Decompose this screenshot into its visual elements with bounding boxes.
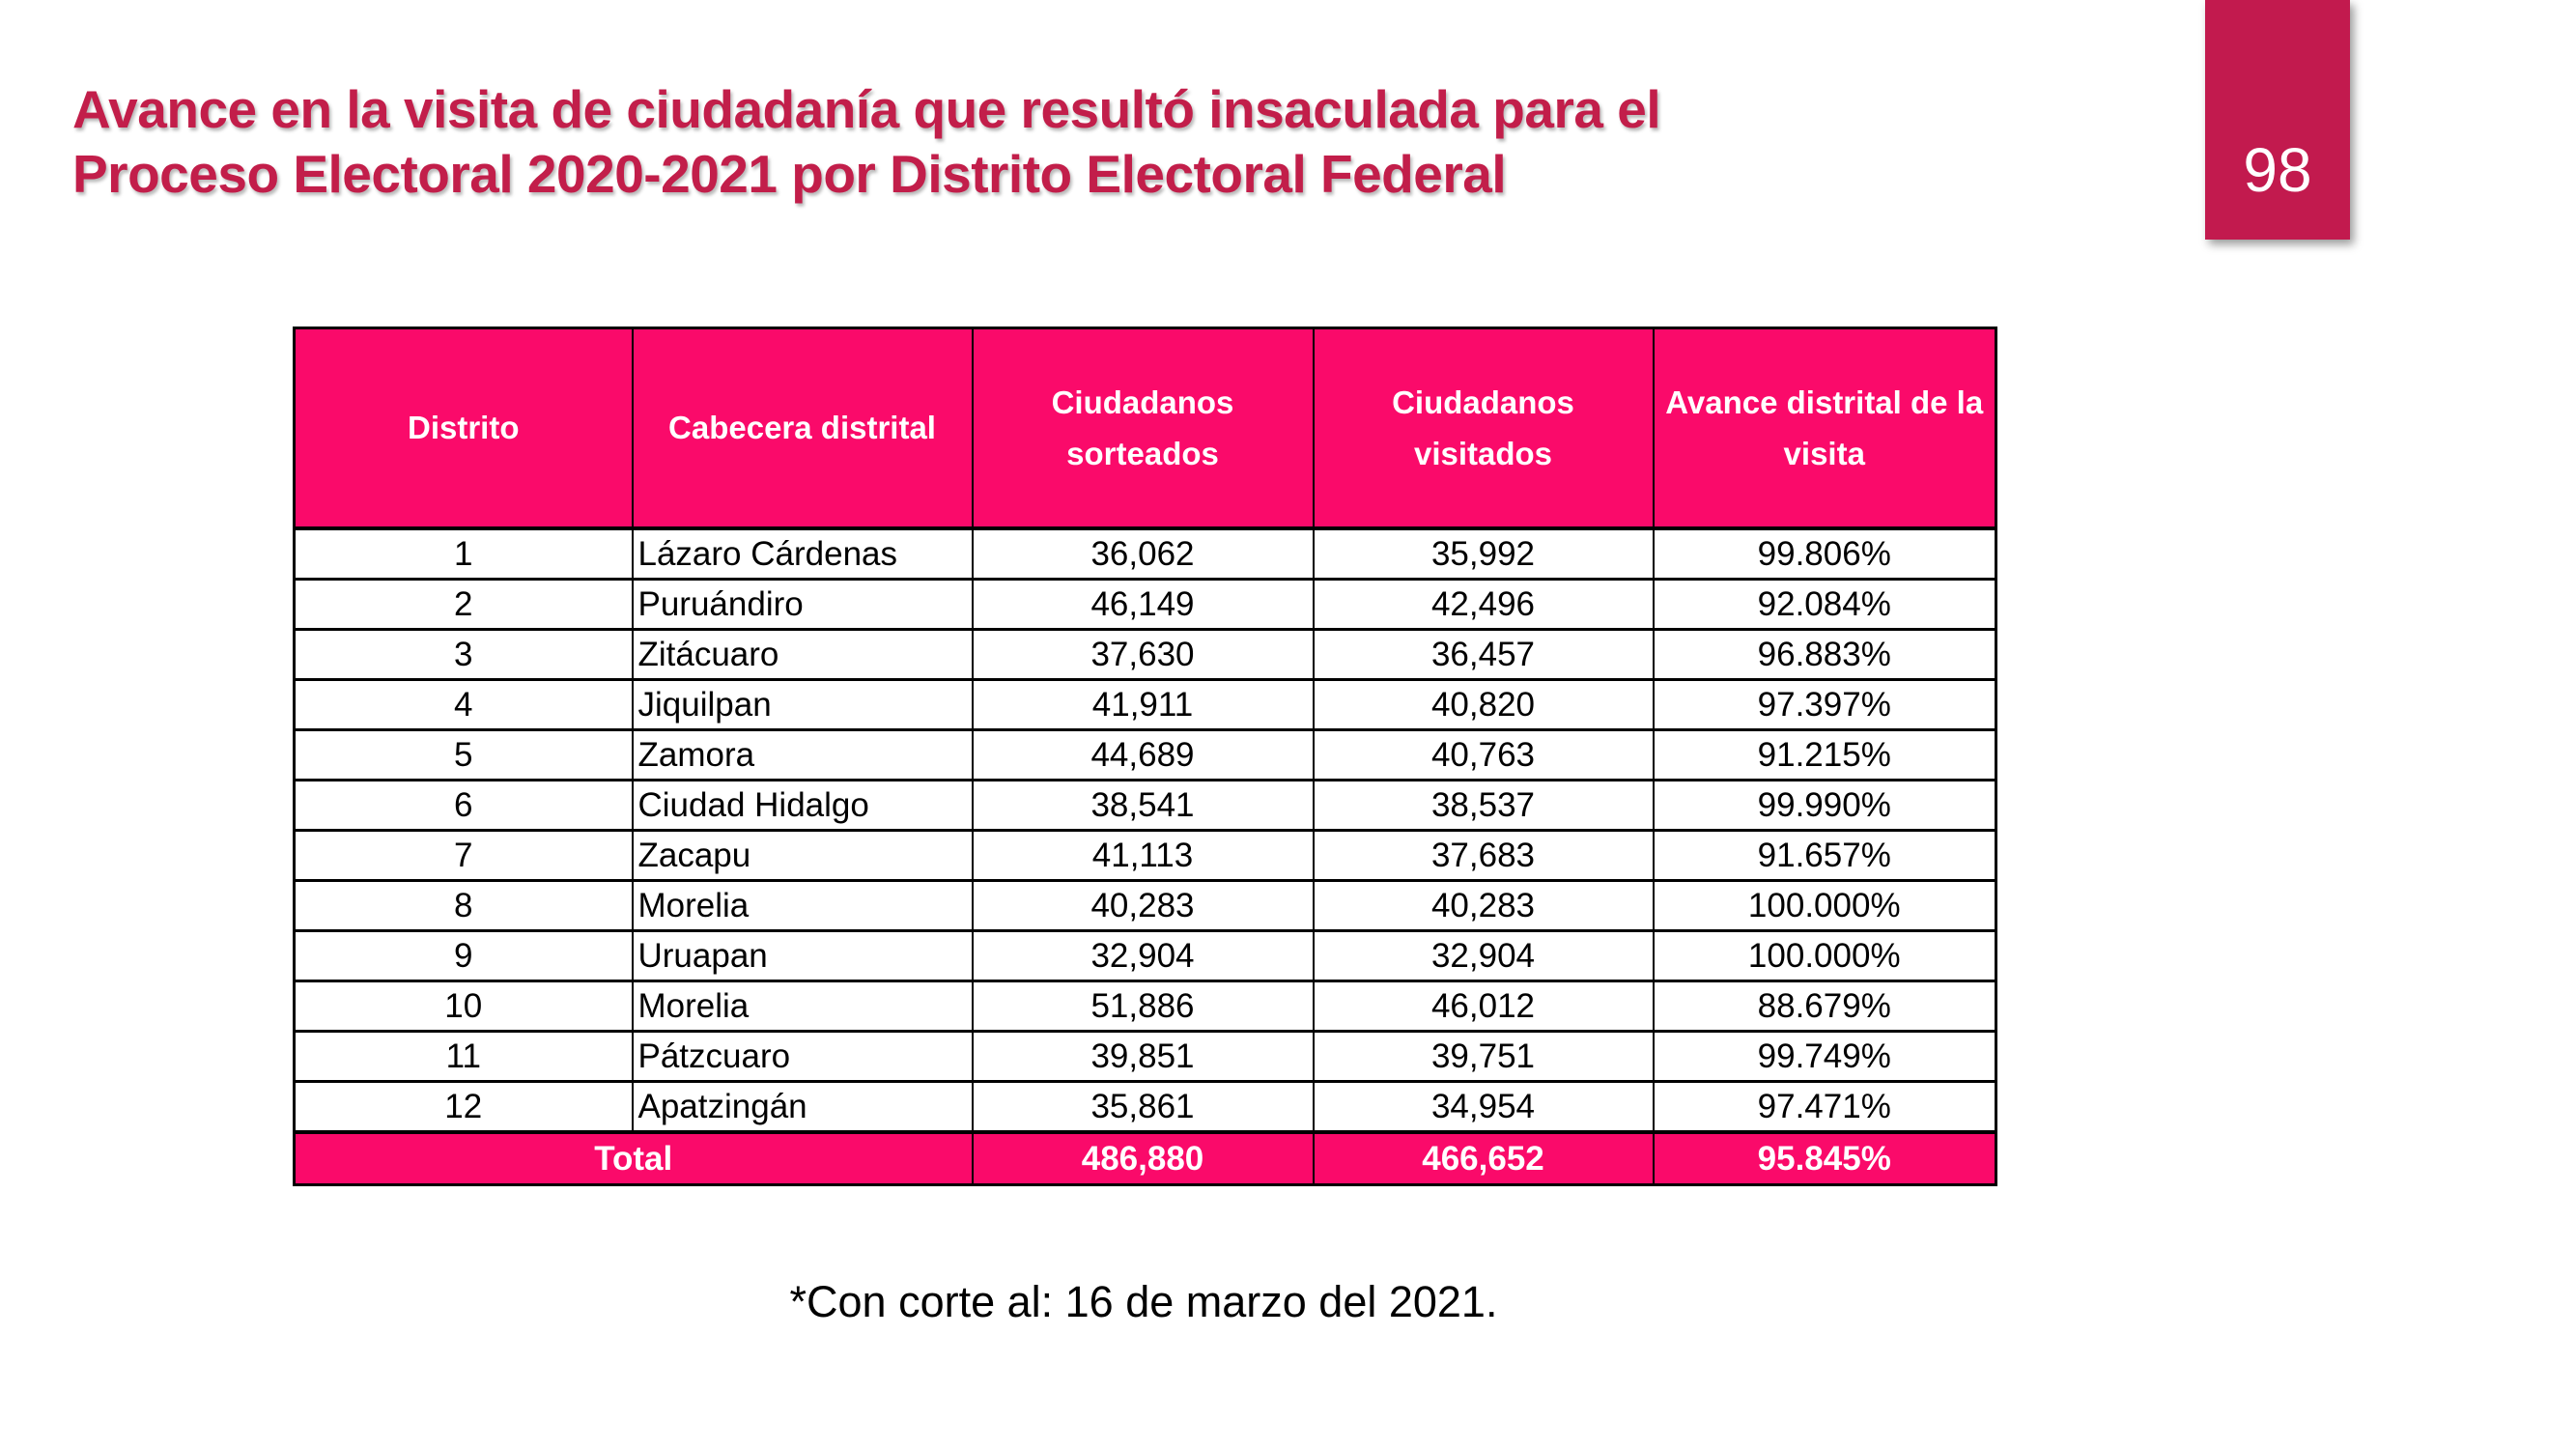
total-label: Total	[295, 1132, 973, 1185]
cell-distrito: 2	[295, 580, 633, 630]
table-row	[295, 1082, 1996, 1133]
cell-visitados: 42,496	[1314, 580, 1654, 630]
table-row	[295, 680, 1996, 730]
slide-title	[72, 77, 2120, 207]
cell-visitados: 40,763	[1314, 730, 1654, 781]
cell-cabecera: Puruándiro	[633, 580, 973, 630]
cell-cabecera: Pátzcuaro	[633, 1032, 973, 1082]
cell-sorteados: 39,851	[973, 1032, 1314, 1082]
cell-avance: 100.000%	[1654, 931, 1996, 981]
cell-avance: 96.883%	[1654, 630, 1996, 680]
cell-cabecera: Zacapu	[633, 831, 973, 881]
cell-distrito: 10	[295, 981, 633, 1032]
cell-visitados: 38,537	[1314, 781, 1654, 831]
cell-cabecera: Zitácuaro	[633, 630, 973, 680]
cell-sorteados: 40,283	[973, 881, 1314, 931]
cell-sorteados: 38,541	[973, 781, 1314, 831]
cell-distrito: 12	[295, 1082, 633, 1133]
cell-visitados: 40,820	[1314, 680, 1654, 730]
cell-distrito: 1	[295, 528, 633, 580]
cell-cabecera: Jiquilpan	[633, 680, 973, 730]
table-row	[295, 1032, 1996, 1082]
total-avance: 95.845%	[1654, 1132, 1996, 1185]
slide-title-line1: Avance en la visita de ciudadanía que resultó insaculada para el	[72, 79, 1661, 139]
cell-distrito: 7	[295, 831, 633, 881]
cell-avance: 92.084%	[1654, 580, 1996, 630]
cell-cabecera: Apatzingán	[633, 1082, 973, 1133]
table-total-row	[295, 1132, 1996, 1185]
cell-visitados: 34,954	[1314, 1082, 1654, 1133]
cell-cabecera: Morelia	[633, 981, 973, 1032]
cell-cabecera: Zamora	[633, 730, 973, 781]
cell-cabecera: Lázaro Cárdenas	[633, 528, 973, 580]
column-header-sorteados: Ciudadanos sorteados	[973, 328, 1314, 529]
cell-sorteados: 37,630	[973, 630, 1314, 680]
cell-distrito: 5	[295, 730, 633, 781]
total-visitados: 466,652	[1314, 1132, 1654, 1185]
cell-visitados: 35,992	[1314, 528, 1654, 580]
cell-cabecera: Ciudad Hidalgo	[633, 781, 973, 831]
cell-distrito: 3	[295, 630, 633, 680]
cell-sorteados: 44,689	[973, 730, 1314, 781]
cell-avance: 91.657%	[1654, 831, 1996, 881]
column-header-distrito: Distrito	[295, 328, 633, 529]
cell-visitados: 37,683	[1314, 831, 1654, 881]
total-sorteados: 486,880	[973, 1132, 1314, 1185]
slide-title-line2: Proceso Electoral 2020-2021 por Distrito Electoral Federal	[72, 144, 1507, 204]
cell-avance: 100.000%	[1654, 881, 1996, 931]
table-row	[295, 630, 1996, 680]
avance-table	[293, 327, 1997, 1186]
table-header-row	[295, 328, 1996, 529]
table-row	[295, 528, 1996, 580]
table-row	[295, 781, 1996, 831]
column-header-cabecera: Cabecera distrital	[633, 328, 973, 529]
table-row	[295, 730, 1996, 781]
table-row	[295, 931, 1996, 981]
cell-visitados: 32,904	[1314, 931, 1654, 981]
column-header-avance: Avance distrital de la visita	[1654, 328, 1996, 529]
cell-distrito: 9	[295, 931, 633, 981]
cell-avance: 91.215%	[1654, 730, 1996, 781]
cell-sorteados: 51,886	[973, 981, 1314, 1032]
cell-sorteados: 36,062	[973, 528, 1314, 580]
cell-sorteados: 35,861	[973, 1082, 1314, 1133]
page-number-box	[2205, 0, 2350, 240]
table-row	[295, 881, 1996, 931]
column-header-visitados: Ciudadanos visitados	[1314, 328, 1654, 529]
footnote: *Con corte al: 16 de marzo del 2021.	[789, 1277, 1498, 1326]
cell-distrito: 8	[295, 881, 633, 931]
cell-cabecera: Uruapan	[633, 931, 973, 981]
table-row	[295, 981, 1996, 1032]
cell-avance: 88.679%	[1654, 981, 1996, 1032]
cell-distrito: 4	[295, 680, 633, 730]
cell-avance: 97.397%	[1654, 680, 1996, 730]
cell-visitados: 36,457	[1314, 630, 1654, 680]
cell-visitados: 39,751	[1314, 1032, 1654, 1082]
table-row	[295, 831, 1996, 881]
cell-sorteados: 32,904	[973, 931, 1314, 981]
cell-cabecera: Morelia	[633, 881, 973, 931]
cell-distrito: 6	[295, 781, 633, 831]
cell-avance: 97.471%	[1654, 1082, 1996, 1133]
cell-visitados: 46,012	[1314, 981, 1654, 1032]
cell-sorteados: 46,149	[973, 580, 1314, 630]
cell-avance: 99.990%	[1654, 781, 1996, 831]
cell-avance: 99.806%	[1654, 528, 1996, 580]
table-row	[295, 580, 1996, 630]
cell-avance: 99.749%	[1654, 1032, 1996, 1082]
cell-visitados: 40,283	[1314, 881, 1654, 931]
page-number: 98	[2243, 135, 2312, 205]
cell-sorteados: 41,113	[973, 831, 1314, 881]
cell-distrito: 11	[295, 1032, 633, 1082]
cell-sorteados: 41,911	[973, 680, 1314, 730]
